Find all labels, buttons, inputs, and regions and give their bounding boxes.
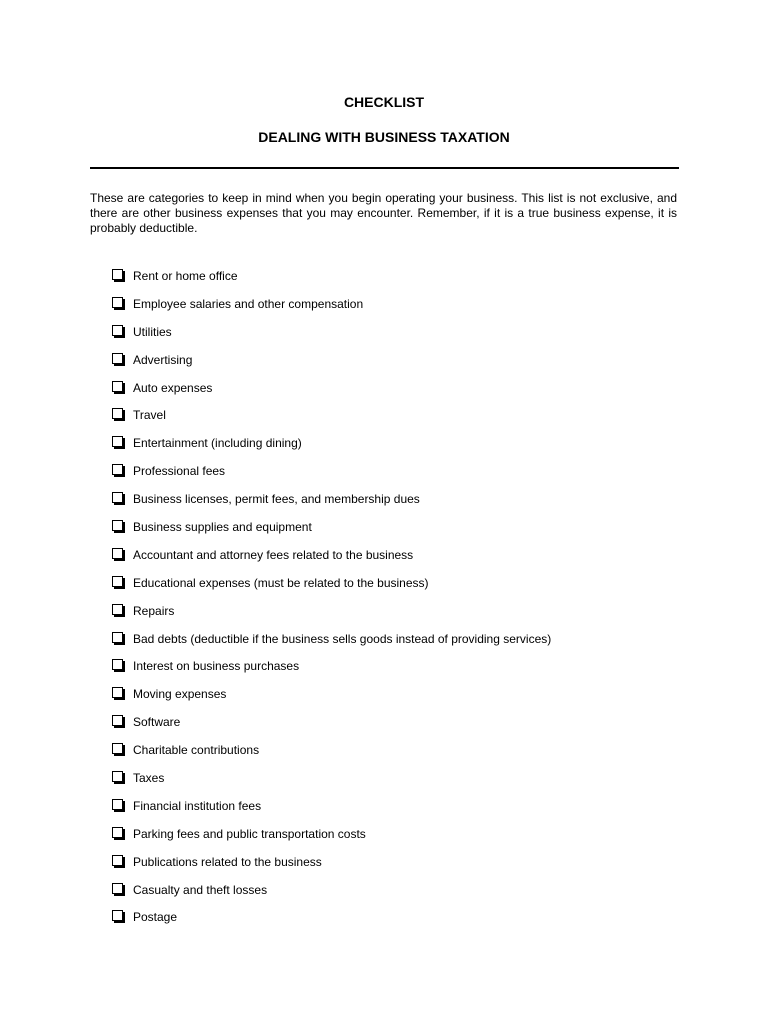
checklist-item-label: Utilities	[133, 324, 172, 339]
checklist-item-label: Taxes	[133, 771, 165, 786]
checklist-item[interactable]	[112, 435, 551, 463]
checklist-item[interactable]	[112, 826, 551, 854]
checklist-item-label: Parking fees and public transportation costs	[133, 826, 366, 841]
checkbox-icon[interactable]	[112, 297, 123, 308]
checklist-item[interactable]	[112, 882, 551, 910]
checklist-item[interactable]	[112, 380, 551, 408]
checklist-item-label: Postage	[133, 910, 178, 925]
checklist-item[interactable]	[112, 631, 551, 659]
checkbox-icon[interactable]	[112, 353, 123, 364]
checklist-item-label: Repairs	[133, 603, 175, 618]
checklist-item-label: Business licenses, permit fees, and membership dues	[133, 492, 420, 507]
checklist-item-label: Travel	[133, 408, 166, 423]
checklist-item[interactable]	[112, 491, 551, 519]
checkbox-icon[interactable]	[112, 576, 123, 587]
checkbox-icon[interactable]	[112, 632, 123, 643]
checklist-item[interactable]	[112, 268, 551, 296]
checkbox-icon[interactable]	[112, 659, 123, 670]
checklist-item-label: Professional fees	[133, 464, 226, 479]
checklist-item-label: Moving expenses	[133, 687, 227, 702]
checkbox-icon[interactable]	[112, 910, 123, 921]
checklist-item[interactable]	[112, 714, 551, 742]
checklist-item-label: Advertising	[133, 352, 193, 367]
checkbox-icon[interactable]	[112, 827, 123, 838]
checkbox-icon[interactable]	[112, 269, 123, 280]
checklist-item-label: Casualty and theft losses	[133, 882, 268, 897]
checkbox-icon[interactable]	[112, 408, 123, 419]
checklist-item[interactable]	[112, 407, 551, 435]
checkbox-icon[interactable]	[112, 464, 123, 475]
intro-paragraph: These are categories to keep in mind when you begin operating your business. This list is not exclusive, and there are other business expenses that you may encounter. Remember, if it is a true business expense, it is probably deductible.	[90, 191, 677, 235]
checkbox-icon[interactable]	[112, 604, 123, 615]
checkbox-icon[interactable]	[112, 548, 123, 559]
checkbox-icon[interactable]	[112, 771, 123, 782]
checklist-item-label: Interest on business purchases	[133, 659, 300, 674]
checklist-item[interactable]	[112, 463, 551, 491]
checkbox-icon[interactable]	[112, 325, 123, 336]
checklist-item[interactable]	[112, 798, 551, 826]
checklist-item-label: Software	[133, 715, 181, 730]
checkbox-icon[interactable]	[112, 715, 123, 726]
checklist-item-label: Charitable contributions	[133, 743, 260, 758]
checkbox-icon[interactable]	[112, 687, 123, 698]
checklist-item[interactable]	[112, 603, 551, 631]
checkbox-icon[interactable]	[112, 492, 123, 503]
checklist-item[interactable]	[112, 296, 551, 324]
checklist-item-label: Entertainment (including dining)	[133, 436, 302, 451]
checklist-item-label: Auto expenses	[133, 380, 213, 395]
checklist-item[interactable]	[112, 547, 551, 575]
checklist-item[interactable]	[112, 575, 551, 603]
checklist-item[interactable]	[112, 519, 551, 547]
expense-checklist	[112, 268, 551, 937]
document-title: CHECKLIST	[343, 94, 425, 110]
checklist-item-label: Educational expenses (must be related to the business)	[133, 575, 429, 590]
checklist-item[interactable]	[112, 324, 551, 352]
checklist-item[interactable]	[112, 658, 551, 686]
checklist-item[interactable]	[112, 352, 551, 380]
checklist-item-label: Rent or home office	[133, 269, 238, 283]
checklist-item[interactable]	[112, 686, 551, 714]
checklist-item-label: Financial institution fees	[133, 798, 262, 813]
checkbox-icon[interactable]	[112, 520, 123, 531]
checkbox-icon[interactable]	[112, 743, 123, 754]
checklist-item[interactable]	[112, 770, 551, 798]
checklist-item-label: Employee salaries and other compensation	[133, 296, 364, 311]
checkbox-icon[interactable]	[112, 883, 123, 894]
checklist-item-label: Accountant and attorney fees related to the business	[133, 547, 414, 562]
checklist-item-label: Publications related to the business	[133, 854, 322, 869]
checkbox-icon[interactable]	[112, 381, 123, 392]
checklist-item[interactable]	[112, 742, 551, 770]
checkbox-icon[interactable]	[112, 436, 123, 447]
document-subtitle: DEALING WITH BUSINESS TAXATION	[258, 129, 510, 145]
checkbox-icon[interactable]	[112, 855, 123, 866]
checklist-item-label: Business supplies and equipment	[133, 520, 312, 535]
title-divider	[90, 167, 679, 169]
checklist-item[interactable]	[112, 854, 551, 882]
checkbox-icon[interactable]	[112, 799, 123, 810]
checklist-item[interactable]	[112, 909, 551, 937]
checklist-item-label: Bad debts (deductible if the business sells goods instead of providing services)	[133, 631, 552, 646]
